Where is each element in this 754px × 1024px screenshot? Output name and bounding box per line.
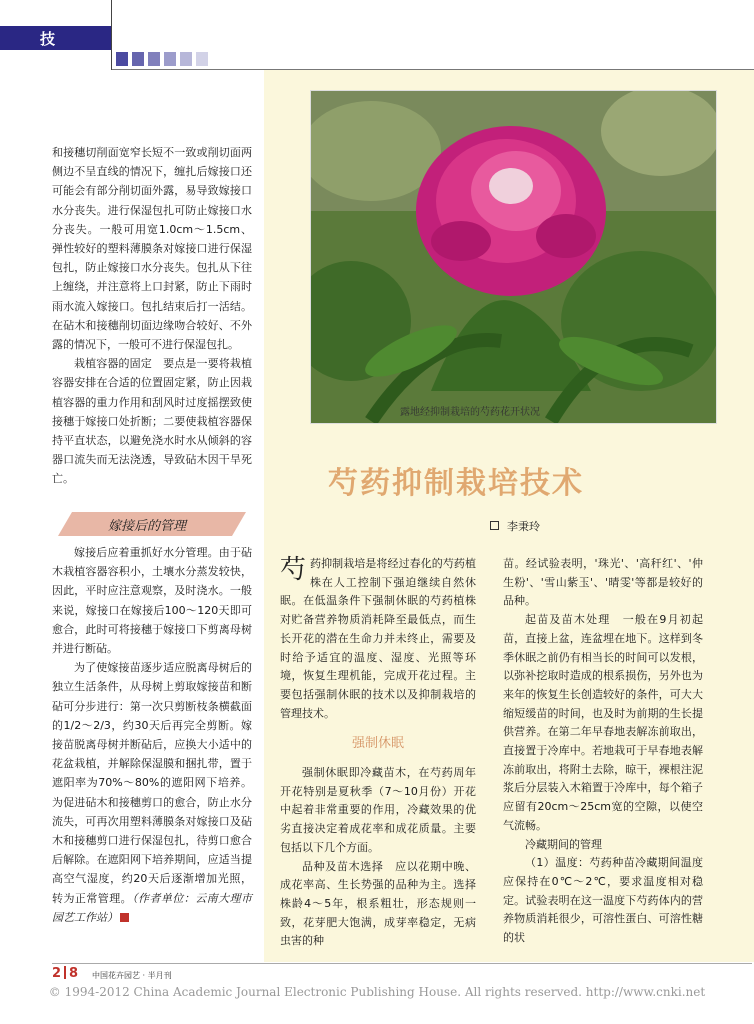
section-tag	[0, 26, 112, 69]
article-column-1	[280, 555, 476, 951]
page-number	[52, 966, 78, 981]
left-column-2	[52, 543, 252, 927]
section-heading: 嫁接后的管理	[108, 519, 187, 534]
left-paragraph-last	[52, 658, 252, 927]
header-square	[116, 52, 128, 66]
footer-rule	[52, 963, 752, 964]
article-column-2	[503, 555, 703, 948]
left-paragraph: 和接穗切削面宽窄长短不一致或削切面两侧边不呈直线的情况下，缠扎后嫁接口还可能会有部分削切面外露，易导致嫁接口水分丧失。进行保湿包扎可防止嫁接口水分丧失。一般可用宽1.0cm～1.5cm、弹性较好的塑料薄膜条对嫁接口进行保湿包扎，防止嫁接口水分丧失。包扎从下往上缠绕，并注意将上口封紧，防止下雨时雨水流入嫁接口。包扎结束后打一活结。在砧木和接穗削切面边缘吻合较好、不外露的情况下，一般可不进行保湿包扎。	[52, 146, 252, 352]
page-number-digit: 8	[69, 966, 79, 981]
author-note: （作者单位：云南大理市园艺工作站）	[52, 891, 253, 924]
page-number-digit: 2	[52, 966, 62, 981]
article-paragraph: （1）温度：芍药种苗冷藏期间温度应保持在0℃～2℃，要求温度相对稳定。试验表明在这一温度下芍药体内的营养物质消耗很少，可溶性蛋白、可溶性糖的状	[503, 856, 703, 945]
section-label: 技术	[40, 30, 84, 69]
left-paragraph-text: 为了使嫁接苗逐步适应脱离母树后的独立生活条件，从母树上剪取嫁接苗和断砧可分步进行：第一次只剪断枝条横截面的1/2～2/3，约30天后再完全剪断。嫁接苗脱离母树并断砧后，应换大小适中的花盆栽植，并解除保湿膜和捆扎带，置于遮阳率为70%～80%的遮阳网下培养。为促进砧木和接穗剪口的愈合，防止水分流失，可再次用塑料薄膜条对嫁接口及砧木和接穗剪口进行保湿包扎，待剪口愈合后解除。在遮阳网下培养期间，应适当提高空气湿度，约20天后逐渐增加光照，转为正常管理。	[52, 661, 252, 905]
left-paragraph: 嫁接后应着重抓好水分管理。由于砧木栽植容器容积小，土壤水分蒸发较快，因此，平时应注意观察，及时浇水。一般来说，嫁接口在嫁接后100～120天即可愈合，此时可将接穗于嫁接口下剪离母树并进行断砧。	[52, 546, 252, 656]
article-author	[490, 518, 540, 534]
intro-text: 药抑制栽培是将经过春化的芍药植株在人工控制下强迫继续自然休眠。在低温条件下强制休眠的芍药植株对贮备营养物质消耗降至最低点，而生长开花的潜在生命力并未终止，需要及时给予适宜的温度、湿度、光照等环境，恢复生理机能，完成开花过程。主要包括强制休眠的技术以及抑制栽培的管理技术。	[280, 557, 476, 720]
section-heading-bar	[58, 512, 246, 536]
article-paragraph: 品种及苗木选择 应以花期中晚、成花率高、生长势强的品种为主。选择株龄4～5年，根系粗壮，形态规则一致，花芽肥大饱满，成芽率稳定，无病虫害的种	[280, 859, 476, 948]
peony-photo	[310, 90, 717, 424]
article-paragraph: 强制休眠即冷藏苗木，在芍药周年开花特别是夏秋季（7～10月份）开花中起着非常重要的作用，冷藏效果的优劣直接决定着成花率和成花质量。主要包括以下几个方面。	[280, 766, 476, 854]
author-bullet-icon	[490, 521, 499, 530]
end-mark-icon	[120, 913, 129, 922]
header-square	[164, 52, 176, 66]
drop-cap: 芍	[280, 555, 307, 585]
article-paragraph: 起苗及苗木处理 一般在9月初起苗，直接上盆，连盆埋在地下。这样到冬季休眠之前仍有相当长的时间可以发根，以弥补挖取时造成的根系损伤，另外也为来年的恢复生长创造较好的条件，可大大缩短缓苗的时间，也及时为前期的生长提供营养。在第二年早春地表解冻前取出，直接置于冷库中。若地栽可于早春地表解冻前取出，将附土去除，晾干，裸根注泥浆后分层装入木箱置于冷库中，每个箱子应留有20cm～25cm宽的空隙，以使空气流畅。	[503, 613, 703, 832]
article-paragraph: 冷藏期间的管理	[525, 837, 602, 851]
header-square	[148, 52, 160, 66]
subheading: 强制休眠	[351, 736, 404, 752]
page-number-bar	[64, 966, 66, 979]
header-square	[196, 52, 208, 66]
header-square	[180, 52, 192, 66]
header-square	[132, 52, 144, 66]
magazine-name: 中国花卉园艺 · 半月刊	[92, 971, 172, 980]
copyright-line: © 1994-2012 China Academic Journal Electronic Publishing House. All rights reserved. http://www.cnki.net	[48, 985, 706, 999]
left-paragraph: 栽植容器的固定 要点是一要将栽植容器安排在合适的位置固定紧，防止因栽植容器的重力作用和刮风时过度摇摆致使接穗于嫁接口处折断；二要使栽植容器保持平直状态，以避免浇水时水从倾斜的容器口流失而无法浇透，导致砧木因干旱死亡。	[52, 357, 252, 486]
header-divider	[111, 0, 112, 70]
left-column	[52, 143, 252, 489]
article-paragraph: 苗。经试验表明，'珠光'、'高秆红'、'仲生粉'、'雪山紫玉'、'晴雯'等都是较好的品种。	[503, 557, 703, 608]
photo-caption: 露地经抑制栽培的芍药花开状况	[400, 407, 540, 418]
intro-paragraph	[280, 555, 476, 723]
article-title: 芍药抑制栽培技术	[328, 466, 584, 501]
author-name: 李秉玲	[507, 520, 540, 533]
